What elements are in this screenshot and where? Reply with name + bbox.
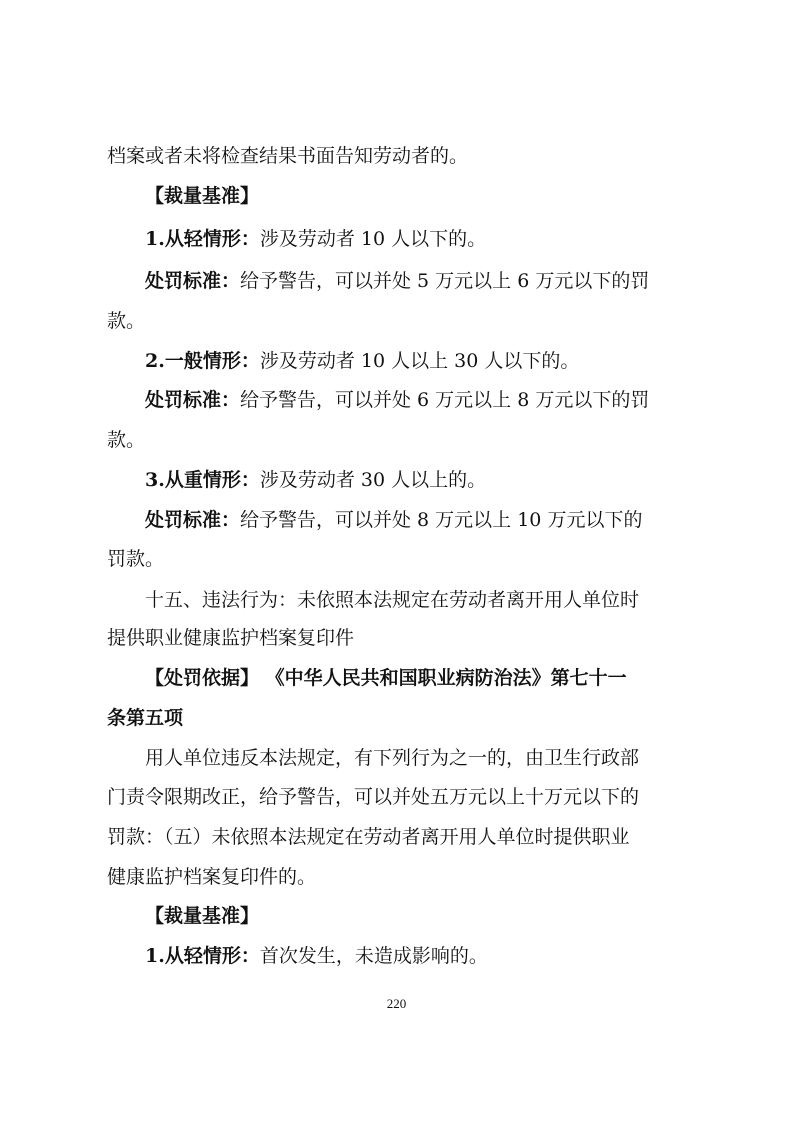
penalty-basis-heading: 【处罚依据】 《中华人民共和国职业病防治法》第七十一 xyxy=(145,667,627,689)
text-line: 3.从重情形：涉及劳动者 30 人以上的。 xyxy=(145,469,487,491)
text-line: 罚款：（五）未依照本法规定在劳动者离开用人单位时提供职业 xyxy=(107,826,630,848)
text-line: 处罚标准：给予警告，可以并处 5 万元以上 6 万元以下的罚 xyxy=(145,270,650,292)
section-heading: 【裁量基准】 xyxy=(145,905,260,927)
penalty-basis-heading-continued: 条第五项 xyxy=(107,707,184,729)
text-line: 罚款。 xyxy=(107,548,165,570)
text-line: 款。 xyxy=(107,310,146,332)
section-title: 十五、违法行为：未依照本法规定在劳动者离开用人单位时 xyxy=(145,589,640,611)
text-line: 处罚标准：给予警告，可以并处 8 万元以上 10 万元以下的 xyxy=(145,509,643,531)
section-heading: 【裁量基准】 xyxy=(145,185,260,207)
text-line: 档案或者未将检查结果书面告知劳动者的。 xyxy=(107,145,469,167)
text-line: 1.从轻情形：涉及劳动者 10 人以下的。 xyxy=(145,228,487,250)
text-line: 2.一般情形：涉及劳动者 10 人以上 30 人以下的。 xyxy=(145,350,580,372)
text-line: 处罚标准：给予警告，可以并处 6 万元以上 8 万元以下的罚 xyxy=(145,389,650,411)
page-number: 220 xyxy=(386,996,407,1011)
text-line: 1.从轻情形：首次发生，未造成影响的。 xyxy=(145,945,488,967)
text-line: 健康监护档案复印件的。 xyxy=(107,866,317,888)
section-title-continued: 提供职业健康监护档案复印件 xyxy=(107,627,355,649)
text-line: 门责令限期改正，给予警告，可以并处五万元以上十万元以下的 xyxy=(107,786,640,808)
text-line: 用人单位违反本法规定，有下列行为之一的，由卫生行政部 xyxy=(145,747,640,769)
text-line: 款。 xyxy=(107,429,146,451)
